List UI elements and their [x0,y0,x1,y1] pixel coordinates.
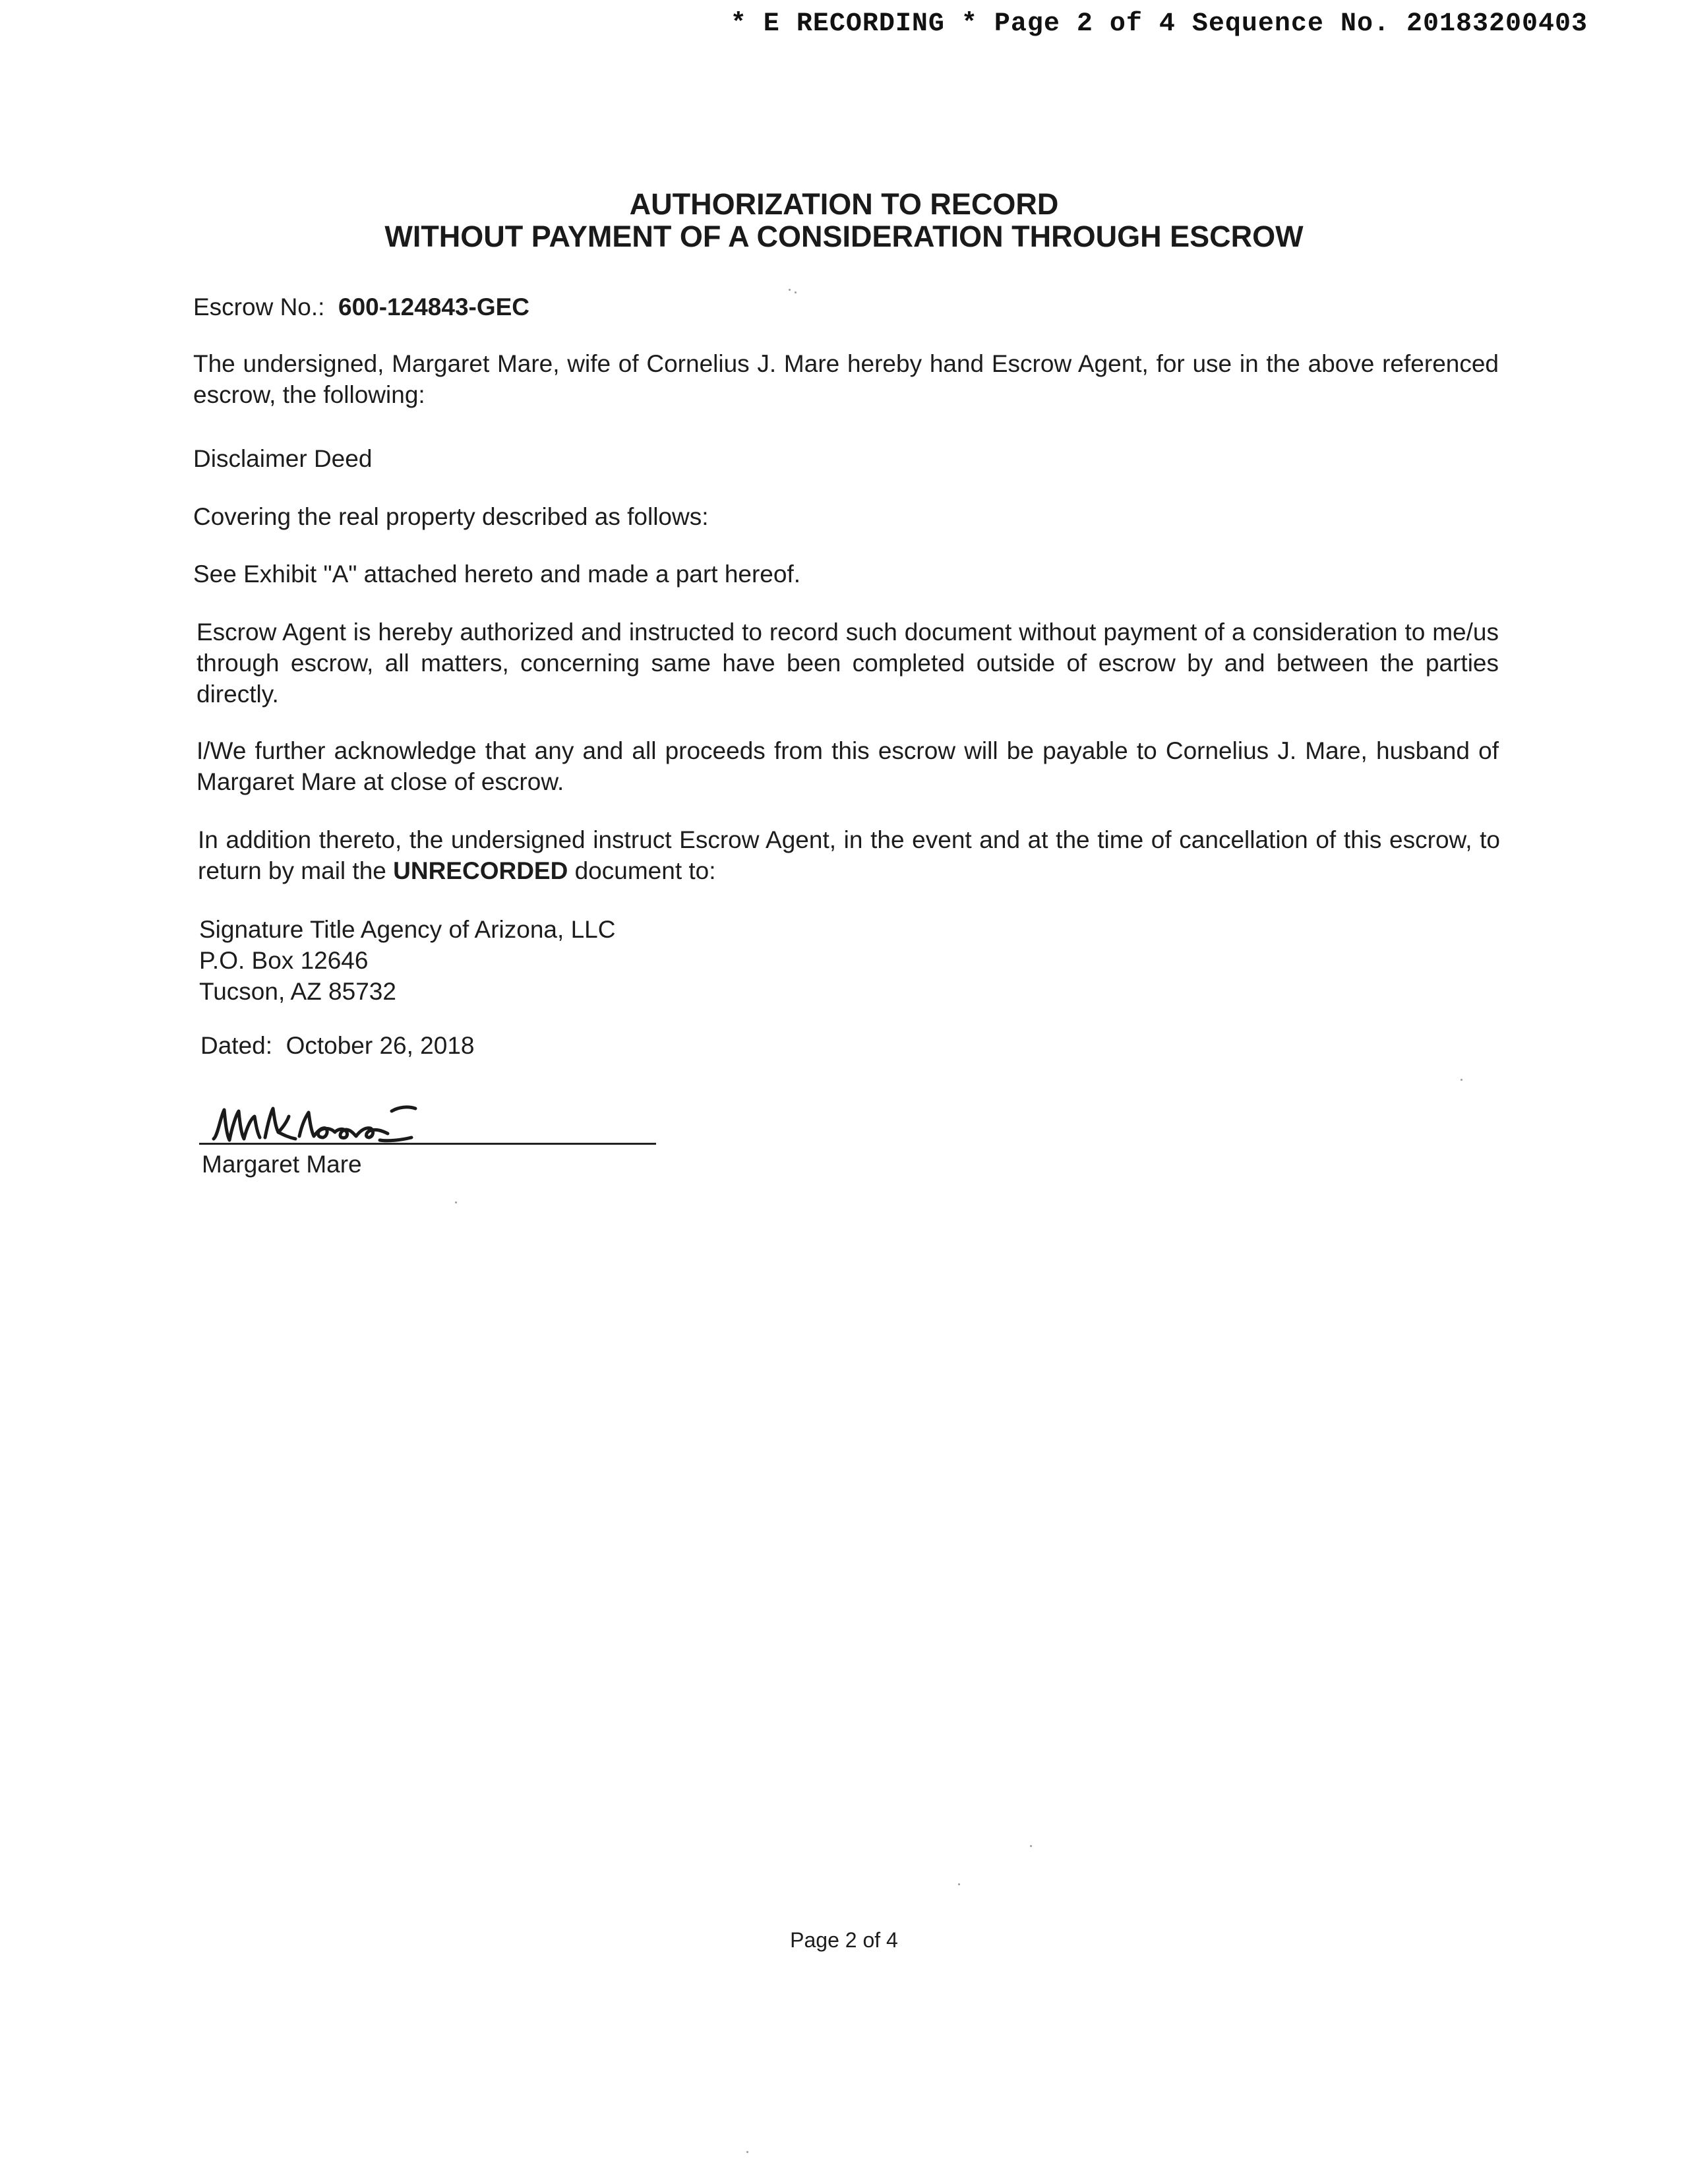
scan-speck [958,1883,960,1885]
document-type-line: Disclaimer Deed [193,445,373,472]
scan-speck [1030,1845,1032,1847]
recording-stamp-header: * E RECORDING * Page 2 of 4 Sequence No. 20183200403 [730,9,1588,39]
cancellation-text-end: document to: [568,857,716,884]
address-line-2: P.O. Box 12646 [199,947,369,974]
scan-speck [795,291,797,293]
signer-name: Margaret Mare [202,1151,362,1178]
cancellation-paragraph [198,824,1500,886]
dated-value: October 26, 2018 [286,1032,475,1059]
scan-speck [746,2151,748,2153]
cancellation-text-start: In addition thereto, the undersigned instruct Escrow Agent, in the event and at the time of cancellation of this escrow, to return by mail the [198,826,1500,884]
page-number-footer: Page 2 of 4 [790,1928,898,1952]
authorization-paragraph: Escrow Agent is hereby authorized and instructed to record such document without payment of a consideration to me/us through escrow, all matters, concerning same have been completed outside of escrow by and between the parties directly. [196,619,1499,708]
proceeds-paragraph: I/We further acknowledge that any and all proceeds from this escrow will be payable to Cornelius J. Mare, husband of Margaret Mare at close of escrow. [196,737,1499,795]
handwritten-signature [210,1098,447,1149]
signature-line [199,1143,656,1145]
document-title-line-1: AUTHORIZATION TO RECORD [629,187,1059,221]
address-line-3: Tucson, AZ 85732 [199,978,396,1005]
scan-speck [455,1201,457,1203]
address-line-1: Signature Title Agency of Arizona, LLC [199,916,616,943]
undersigned-paragraph: The undersigned, Margaret Mare, wife of Cornelius J. Mare hereby hand Escrow Agent, for use in the above referenced escrow, the following: [193,350,1499,408]
escrow-number-line [193,291,529,322]
scan-speck [789,289,791,291]
exhibit-reference-line: See Exhibit "A" attached hereto and made a part hereof. [193,561,801,588]
dated-label: Dated: [200,1032,273,1059]
dated-line [200,1030,475,1061]
return-address-block [199,914,615,1007]
document-title-line-2: WITHOUT PAYMENT OF A CONSIDERATION THROUGH ESCROW [384,220,1304,253]
escrow-number-value: 600-124843-GEC [338,293,530,320]
escrow-number-label: Escrow No.: [193,293,325,320]
scan-speck [1461,1079,1462,1081]
unrecorded-emphasis: UNRECORDED [393,857,568,884]
property-covering-line: Covering the real property described as follows: [193,503,709,530]
